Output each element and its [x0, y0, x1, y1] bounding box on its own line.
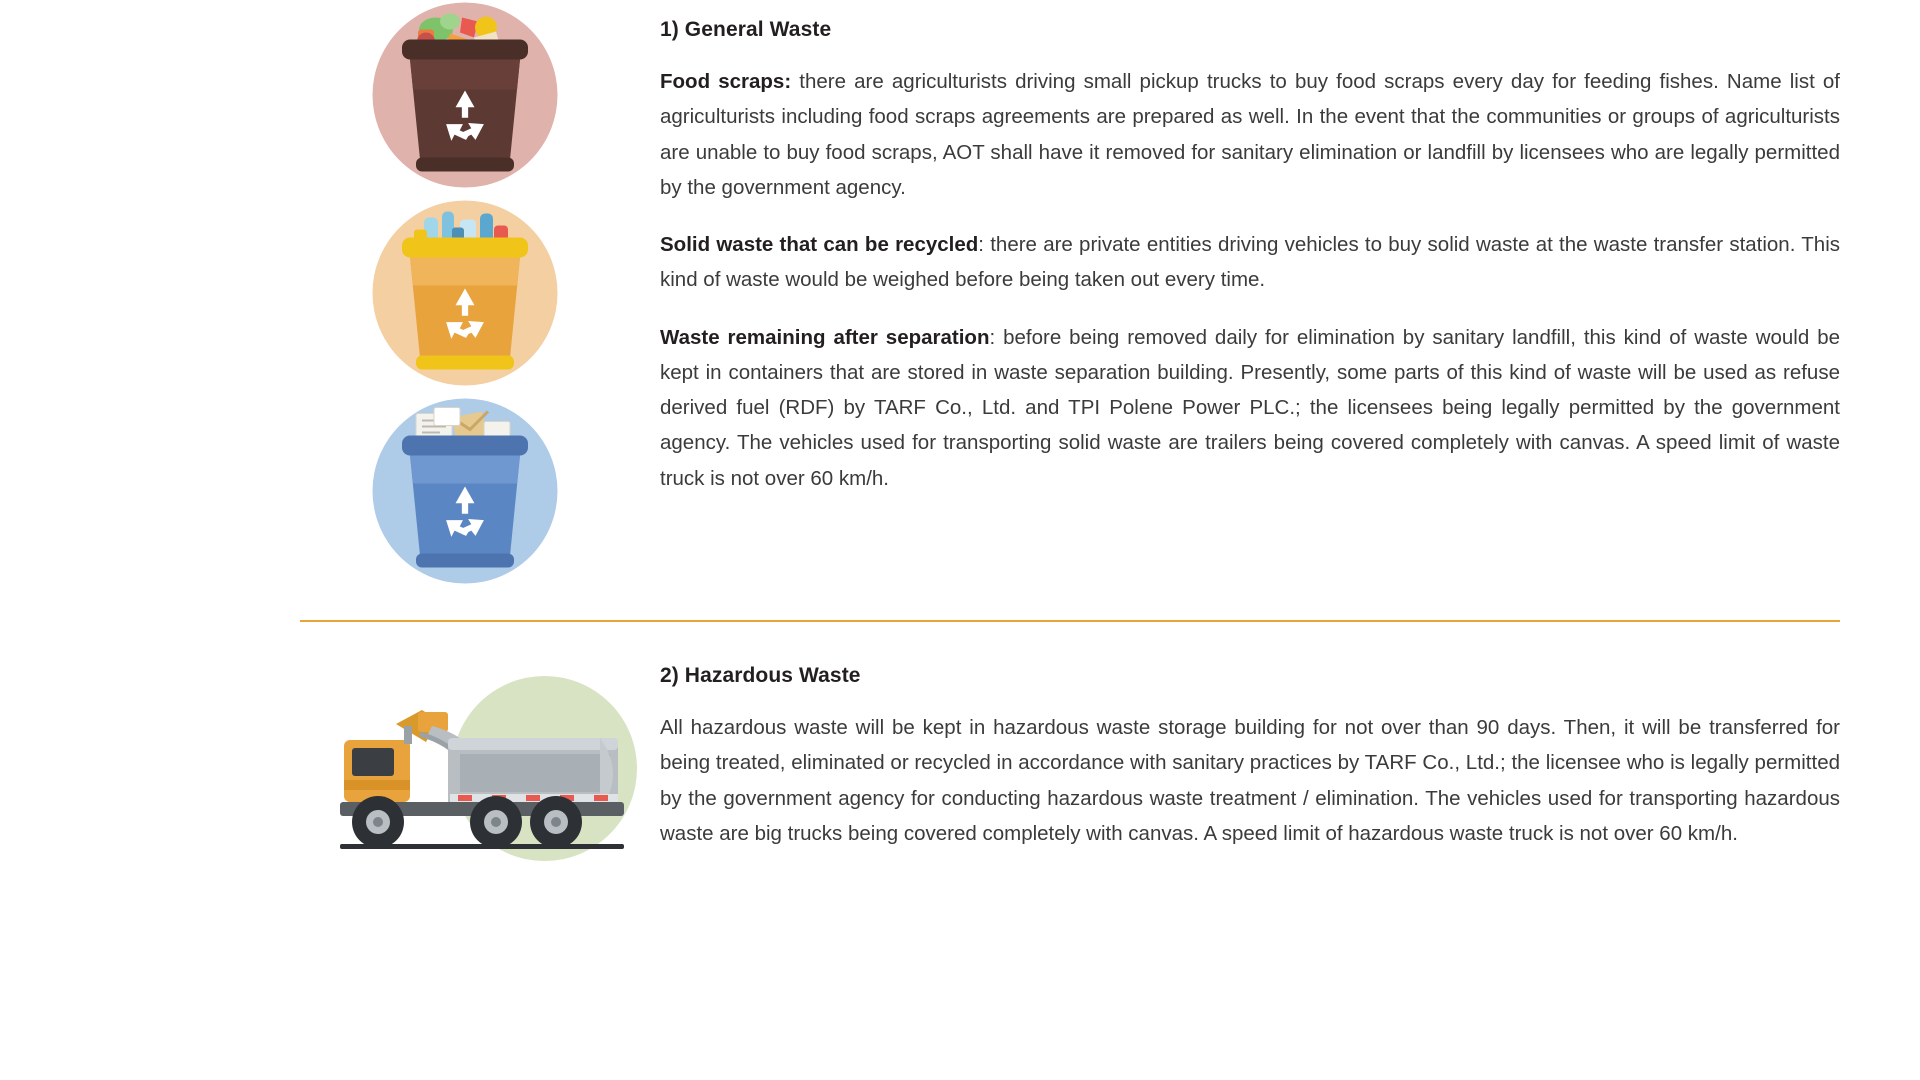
paragraph-hazardous: All hazardous waste will be kept in hazardous waste storage building for not over than 90 days. Then, it will be transferred for being treated, eliminated or recycled in accordance with sanitary practices by TARF Co., Ltd.; the licensee who is legally permitted by the government agency for conducting hazardous waste treatment / elimination. The vehicles used for transporting hazardous waste are big trucks being covered completely with canvas. A speed limit of hazardous waste truck is not over 60 km/h. [660, 716, 1840, 845]
section-heading: 2) Hazardous Waste [660, 664, 861, 687]
paragraph-lead: Solid waste that can be recycled [660, 233, 979, 256]
bin-glyph [390, 404, 540, 579]
paragraph-body: there are agriculturists driving small pickup trucks to buy food scraps every day for feeding fishes. Name list of agriculturists including food scraps agreements are prepared as well. In the event that the communities or groups of agriculturists are unable to buy food scraps, AOT shall have it removed for sanitary elimination or landfill by licensees who are legally permitted by the government agency. [660, 70, 1840, 199]
general-waste-icon-column [300, 0, 630, 594]
hazardous-waste-text-column [630, 646, 1840, 851]
bin-glyph [390, 206, 540, 381]
paragraph-food-scraps [660, 64, 1840, 205]
section-general-waste [300, 0, 1840, 594]
recyclable-waste-bin-icon [350, 198, 580, 388]
general-waste-bin-icon [350, 0, 580, 190]
truck-glyph [300, 682, 630, 867]
hazardous-waste-icon-column [300, 646, 630, 874]
paragraph-body: : before being removed daily for elimination by sanitary landfill, this kind of waste would be kept in containers that are stored in waste separation building. Presently, some parts of this kind of waste will be used as refuse derived fuel (RDF) by TARF Co., Ltd. and TPI Polene Power PLC.; the licensees being legally permitted by the government agency. The vehicles used for transporting solid waste are trailers being covered completely with canvas. A speed limit of waste truck is not over 60 km/h. [660, 325, 1840, 490]
paragraph-recyclable [660, 227, 1840, 298]
section-hazardous-waste [300, 646, 1840, 874]
general-waste-text-column [630, 0, 1840, 496]
remaining-waste-bin-icon [350, 396, 580, 586]
section-divider [300, 620, 1840, 622]
paragraph-lead: Food scraps: [660, 70, 792, 93]
bin-glyph [390, 8, 540, 183]
paragraph-body: : there are private entities driving vehicles to buy solid waste at the waste transfer station. This kind of waste would be weighed before being taken out every time. [660, 233, 1841, 292]
paragraph-remaining [660, 320, 1840, 496]
section-heading: 1) General Waste [660, 18, 832, 41]
paragraph-lead: Waste remaining after separation [660, 325, 990, 349]
garbage-truck-icon [300, 664, 630, 874]
